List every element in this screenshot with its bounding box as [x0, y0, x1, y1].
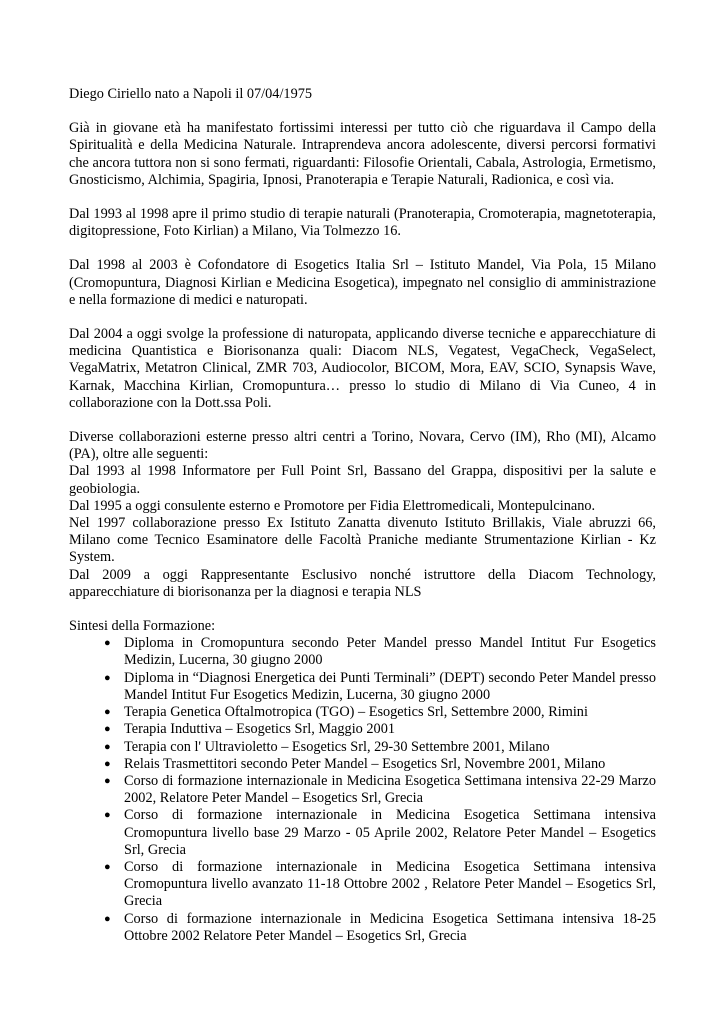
collaborazioni-intro: Diverse collaborazioni esterne presso altri centri a Torino, Novara, Cervo (IM), Rho (MI), Alcamo (PA), oltre alle seguenti: — [69, 429, 656, 463]
paragraph-esogetics: Dal 1998 al 2003 è Cofondatore di Esogetics Italia Srl – Istituto Mandel, Via Pola, 15 Milano (Cromopuntura, Diagnosi Kirlian e Medicina Esogetica), impegnato nel consiglio di amministrazione e nella formazione di medici e naturopati. — [69, 257, 656, 308]
bullet-icon: ● — [104, 860, 111, 873]
header-line: Diego Ciriello nato a Napoli il 07/04/1975 — [69, 86, 313, 102]
list-item-text: Relais Trasmettitori secondo Peter Mandel – Esogetics Srl, Novembre 2001, Milano — [124, 755, 606, 772]
bullet-icon: ● — [104, 723, 111, 736]
bullet-icon: ● — [104, 774, 111, 787]
formazione-list — [69, 635, 656, 945]
paragraph-interessi: Già in giovane età ha manifestato fortissimi interessi per tutto ciò che riguardava il Campo della Spiritualità e della Medicina Naturale. Intraprendeva ancora adolescente, diversi percorsi formativi che ancora tuttora non si sono fermati, riguardanti: Filosofie Orientali, Cabala, Astrologia, Ermetismo, Gnosticismo, Alchimia, Spagiria, Ipnosi, Pranoterapia e Terapie Naturali, Radionica, e così via. — [69, 120, 656, 188]
list-item-text: Terapia con l' Ultravioletto – Esogetics Srl, 29-30 Settembre 2001, Milano — [124, 738, 550, 755]
bullet-icon: ● — [104, 809, 111, 822]
list-item-text: Diploma in “Diagnosi Energetica dei Punti Terminali” (DEPT) secondo Peter Mandel presso Mandel Intitut Fur Esogetics Medizin, Lucerna, 30 giugno 2000 — [124, 669, 656, 703]
list-item-text: Corso di formazione internazionale in Medicina Esogetica Settimana intensiva 22-29 Marzo 2002, Relatore Peter Mandel – Esogetics Srl, Grecia — [124, 772, 656, 807]
list-item — [69, 807, 656, 859]
list-item — [69, 635, 656, 669]
list-item-text: Corso di formazione internazionale in Medicina Esogetica Settimana intensiva Cromopuntura livello base 29 Marzo - 05 Aprile 2002, Relatore Peter Mandel – Esogetics Srl, Grecia — [124, 807, 656, 858]
list-item-text: Corso di formazione internazionale in Medicina Esogetica Settimana intensiva Cromopuntura livello avanzato 11-18 Ottobre 2002 , Relatore Peter Mandel – Esogetics Srl, Grecia — [124, 858, 656, 910]
bullet-icon: ● — [104, 912, 111, 925]
list-item-text: Terapia Induttiva – Esogetics Srl, Maggio 2001 — [124, 721, 395, 738]
paragraph-naturopata: Dal 2004 a oggi svolge la professione di naturopata, applicando diverse tecniche e apparecchiature di medicina Quantistica e Biorisonanza quali: Diacom NLS, Vegatest, VegaCheck, VegaSelect, VegaMatrix, Metatron Clinical, ZMR 703, Audiocolor, BICOM, Mora, EAV, SCIO, Synapsis Wave, Karnak, Macchina Kirlian, Cromopuntura… presso lo studio di Milano di Via Cuneo, 4 in collaborazione con la Dott.ssa Poli. — [69, 326, 656, 411]
collaborazione-diacom: Dal 2009 a oggi Rappresentante Esclusivo nonché istruttore della Diacom Technology, apparecchiature di biorisonanza per la diagnosi e terapia NLS — [69, 566, 656, 600]
collaborazioni-section — [69, 429, 656, 601]
list-item — [69, 756, 656, 773]
list-item — [69, 911, 656, 945]
collaborazione-full-point: Dal 1993 al 1998 Informatore per Full Point Srl, Bassano del Grappa, dispositivi per la salute e geobiologia. — [69, 463, 656, 497]
bullet-icon: ● — [104, 637, 111, 650]
list-item — [69, 721, 656, 738]
list-item — [69, 739, 656, 756]
paragraph-primo-studio: Dal 1993 al 1998 apre il primo studio di terapie naturali (Pranoterapia, Cromoterapia, magnetoterapia, digitopressione, Foto Kirlian) a Milano, Via Tolmezzo 16. — [69, 206, 656, 240]
list-item — [69, 859, 656, 911]
list-item — [69, 773, 656, 807]
list-item — [69, 704, 656, 721]
bullet-icon: ● — [104, 740, 111, 753]
bullet-icon: ● — [104, 706, 111, 719]
collaborazione-zanatta: Nel 1997 collaborazione presso Ex Istituto Zanatta divenuto Istituto Brillakis, Viale abruzzi 66, Milano come Tecnico Esaminatore delle Facoltà Praniche mediante Strumentazione Kirlian - Kz System. — [69, 515, 656, 566]
list-item — [69, 670, 656, 704]
list-item-text: Diploma in Cromopuntura secondo Peter Mandel presso Mandel Intitut Fur Esogetics Medizin, Lucerna, 30 giugno 2000 — [124, 635, 656, 669]
collaborazione-fidia: Dal 1995 a oggi consulente esterno e Promotore per Fidia Elettromedicali, Montepulcinano. — [69, 497, 596, 514]
list-item-text: Corso di formazione internazionale in Medicina Esogetica Settimana intensiva 18-25 Ottobre 2002 Relatore Peter Mandel – Esogetics Srl, Grecia — [124, 910, 656, 944]
formazione-title: Sintesi della Formazione: — [69, 618, 216, 635]
formazione-section — [69, 618, 656, 945]
bullet-icon: ● — [104, 757, 111, 770]
list-item-text: Terapia Genetica Oftalmotropica (TGO) – Esogetics Srl, Settembre 2000, Rimini — [124, 704, 588, 721]
bullet-icon: ● — [104, 671, 111, 684]
